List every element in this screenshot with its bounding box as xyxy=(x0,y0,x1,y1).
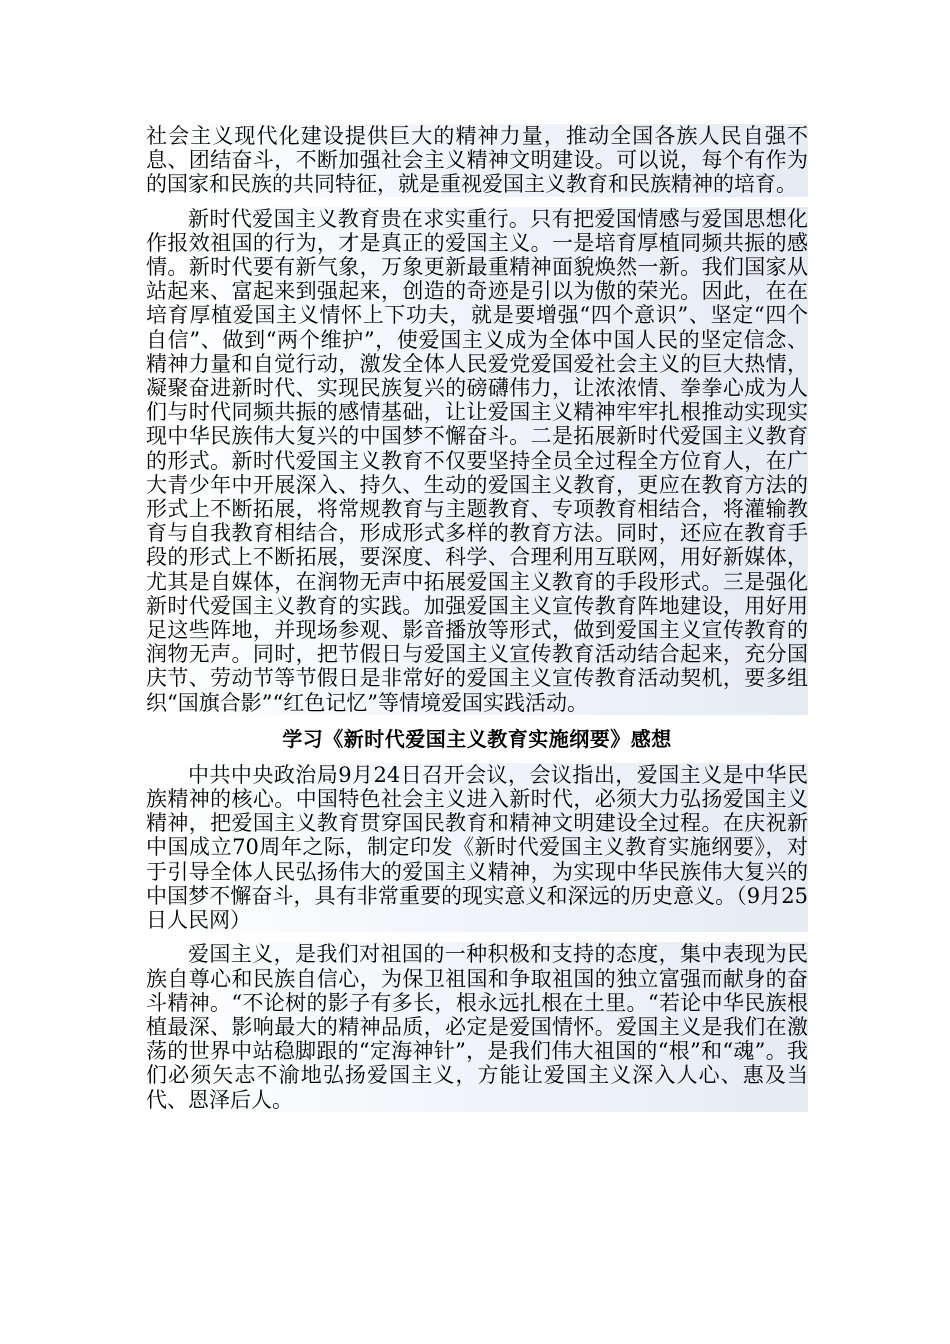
paragraph-practice: 新时代爱国主义教育贵在求实重行。只有把爱国情感与爱国思想化作报效祖国的行为，才是真正的爱国主义。一是培育厚植同频共振的感情。新时代要有新气象，万象更新最重精神面貌焕然一新。我们国家从站起来、富起来到强起来，创造的奇迹是引以为傲的荣光。因此，在在培育厚植爱国主义情怀上下功夫，就是要增强“四个意识”、坚定“四个自信”、做到“两个维护”，使爱国主义成为全体中国人民的坚定信念、精神力量和自觉行动，激发全体人民爱党爱国爱社会主义的巨大热情，凝聚奋进新时代、实现民族复兴的磅礴伟力，让浓浓情、拳拳心成为人们与时代同频共振的感情基础，让让爱国主义精神牢牢扎根推动实现实现中华民族伟大复兴的中国梦不懈奋斗。二是拓展新时代爱国主义教育的形式。新时代爱国主义教育不仅要坚持全员全过程全方位育人，在广大青少年中开展深入、持久、生动的爱国主义教育，更应在教育方法的形式上不断拓展，将常规教育与主题教育、专项教育相结合，将灌输教育与自我教育相结合，形成形式多样的教育方法。同时，还应在教育手段的形式上不断拓展，要深度、科学、合理利用互联网，用好新媒体，尤其是自媒体，在润物无声中拓展爱国主义教育的手段形式。三是强化新时代爱国主义教育的实践。加强爱国主义宣传教育阵地建设，用好用足这些阵地，并现场参观、影音播放等形式，做到爱国主义宣传教育的润物无声。同时，把节假日与爱国主义宣传教育活动结合起来，充分国庆节、劳动节等节假日是非常好的爱国主义宣传教育活动契机，要多组织“国旗合影”“红色记忆”等情境爱国实践活动。 xyxy=(146,206,808,715)
paragraph-intro-continuation: 社会主义现代化建设提供巨大的精神力量，推动全国各族人民自强不息、团结奋斗，不断加强社会主义精神文明建设。可以说，每个有作为的国家和民族的共同特征，就是重视爱国主义教育和民族精神的培育。 xyxy=(146,124,808,197)
document-page xyxy=(146,124,808,1122)
paragraph-politburo-meeting: 中共中央政治局9月24日召开会议，会议指出，爱国主义是中华民族精神的核心。中国特色社会主义进入新时代，必须大力弘扬爱国主义精神，把爱国主义教育贯穿国民教育和精神文明建设全过程。在庆祝新中国成立70周年之际，制定印发《新时代爱国主义教育实施纲要》，对于引导全体人民弘扬伟大的爱国主义精神，为实现中华民族伟大复兴的中国梦不懈奋斗，具有非常重要的现实意义和深远的历史意义。（9月25日人民网） xyxy=(146,762,808,933)
paragraph-patriotism: 爱国主义，是我们对祖国的一种积极和支持的态度，集中表现为民族自尊心和民族自信心，为保卫祖国和争取祖国的独立富强而献身的奋斗精神。“不论树的影子有多长，根永远扎根在土里。“若论中华民族根植最深、影响最大的精神品质，必定是爱国情怀。爱国主义是我们在激荡的世界中站稳脚跟的“定海神针”，是我们伟大祖国的“根”和“魂”。我们必须矢志不渝地弘扬爱国主义，方能让爱国主义深入人心、惠及当代、恩泽后人。 xyxy=(146,942,808,1112)
section-heading: 学习《新时代爱国主义教育实施纲要》感想 xyxy=(282,726,672,751)
